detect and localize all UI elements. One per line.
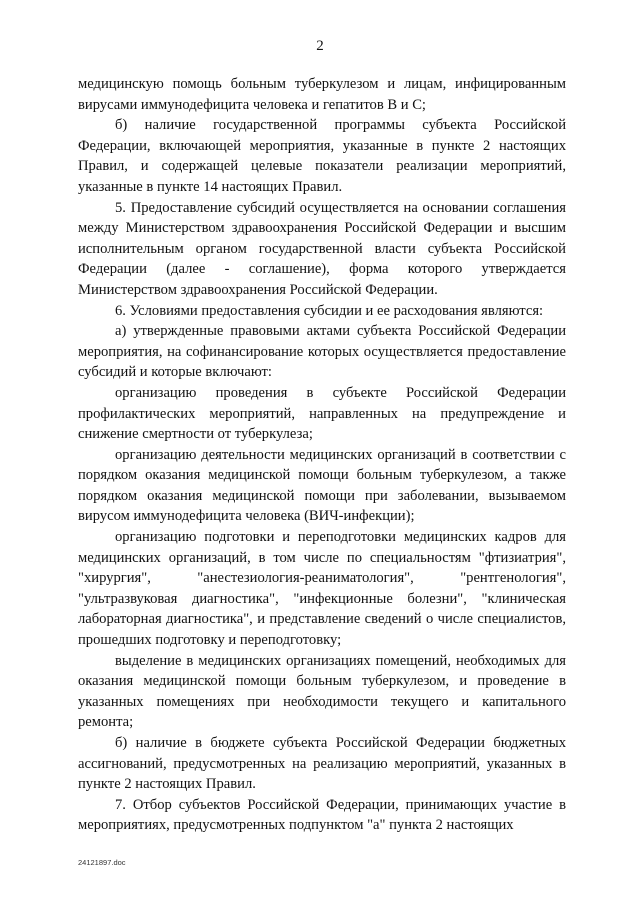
paragraph: 7. Отбор субъектов Российской Федерации, принимающих участие в мероприятиях, предусмотренных подпунктом "а" пункта 2 настоящих bbox=[78, 796, 566, 834]
paragraph: 6. Условиями предоставления субсидии и ее расходования являются: bbox=[115, 302, 544, 319]
document-filename-footer: 24121897.doc bbox=[78, 858, 126, 867]
paragraph: выделение в медицинских организациях помещений, необходимых для оказания медицинской помощи больным туберкулезом, и проведение в указанных помещениях при необходимости текущего и капитального ремонта; bbox=[78, 652, 566, 731]
paragraph: а) утвержденные правовыми актами субъекта Российской Федерации мероприятия, на софинансирование которых осуществляется предоставление субсидий и которые включают: bbox=[78, 323, 566, 381]
paragraph: медицинскую помощь больным туберкулезом и лицам, инфицированным вирусами иммунодефицита человека и гепатитов В и С; bbox=[78, 76, 566, 113]
document-body bbox=[78, 74, 566, 836]
paragraph: организацию проведения в субъекте Российской Федерации профилактических мероприятий, направленных на предупреждение и снижение смертности от туберкулеза; bbox=[78, 384, 566, 443]
page-number: 2 bbox=[316, 38, 324, 54]
paragraph: б) наличие в бюджете субъекта Российской Федерации бюджетных ассигнований, предусмотренных на реализацию мероприятий, указанных в пункте 2 настоящих Правил. bbox=[78, 735, 566, 793]
paragraph: 5. Предоставление субсидий осуществляется на основании соглашения между Министерством здравоохранения Российской Федерации и высшим исполнительным органом государственной власти субъекта Российской Федерации (далее - соглашение), форма которого утверждается Министерством здравоохранения Российской Федерации. bbox=[78, 199, 566, 298]
paragraph: организацию деятельности медицинских организаций в соответствии с порядком оказания медицинской помощи больным туберкулезом, а также порядком оказания медицинской помощи при заболевании, вызываемом вирусом иммунодефицита человека (ВИЧ-инфекции); bbox=[78, 446, 566, 525]
paragraph: организацию подготовки и переподготовки медицинских кадров для медицинских организаций, в том числе по специальностям "фтизиатрия", "хирургия", "анестезиология-реаниматология", "рентгенология", "ультразвуковая диагностика", "инфекционные болезни", "клиническая лабораторная диагностика", и представление сведений о числе специалистов, прошедших подготовку и переподготовку; bbox=[78, 529, 566, 649]
paragraph: б) наличие государственной программы субъекта Российской Федерации, включающей мероприятия, указанные в пункте 2 настоящих Правил, и содержащей целевые показатели реализации мероприятий, указанные в пункте 14 настоящих Правил. bbox=[78, 117, 566, 195]
